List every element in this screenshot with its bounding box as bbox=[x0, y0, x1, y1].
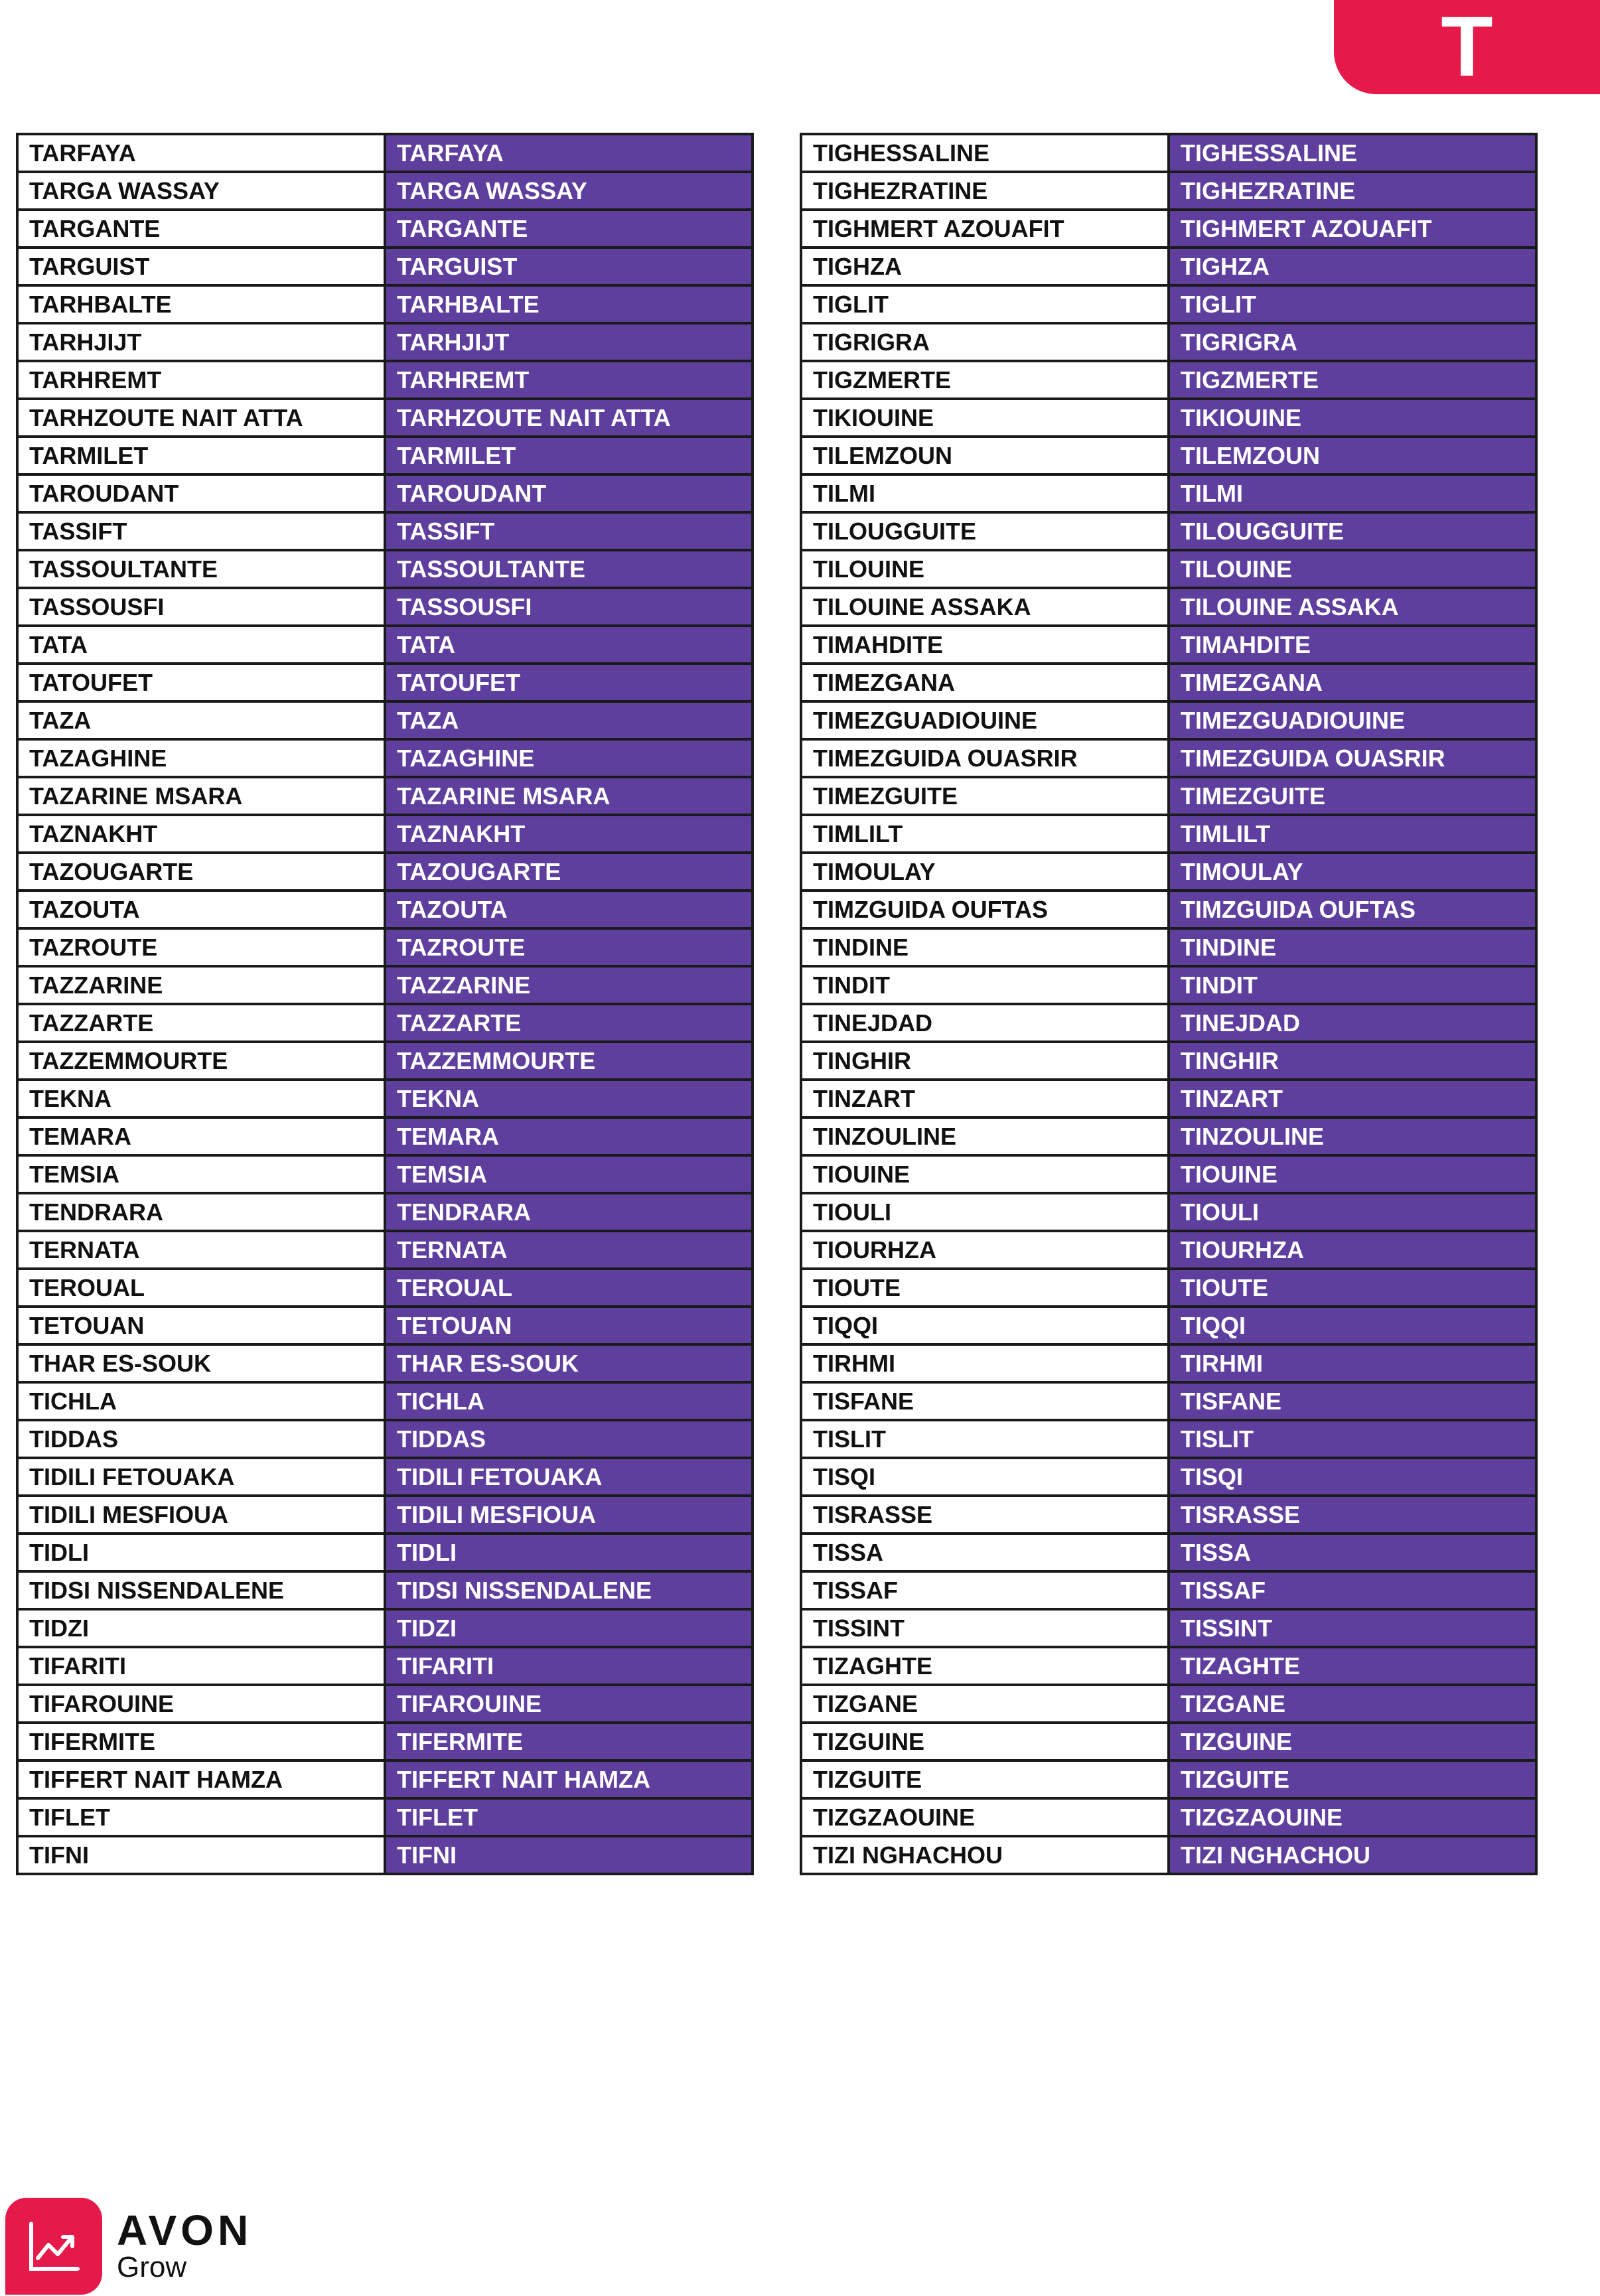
table-row bbox=[801, 361, 1536, 399]
place-name-cell: TAZZARTE bbox=[17, 1004, 385, 1042]
place-name-highlight-cell: TIGZMERTE bbox=[1169, 361, 1536, 399]
table-row bbox=[801, 664, 1536, 701]
place-name-highlight-cell: TIFFERT NAIT HAMZA bbox=[385, 1760, 753, 1798]
place-name-cell: TILOUINE ASSAKA bbox=[801, 588, 1169, 626]
place-name-cell: TENDRARA bbox=[17, 1193, 385, 1231]
table-row bbox=[801, 588, 1536, 626]
place-name-highlight-cell: TIFERMITE bbox=[385, 1723, 753, 1760]
table-row bbox=[801, 285, 1536, 323]
place-name-cell: TIKIOUINE bbox=[801, 399, 1169, 437]
right-name-table bbox=[800, 133, 1538, 1875]
place-name-cell: TERNATA bbox=[17, 1231, 385, 1269]
place-name-cell: TIDSI NISSENDALENE bbox=[17, 1571, 385, 1609]
place-name-highlight-cell: TAZNAKHT bbox=[385, 815, 753, 853]
place-name-cell: TEKNA bbox=[17, 1080, 385, 1117]
place-name-highlight-cell: TATA bbox=[385, 626, 753, 664]
place-name-highlight-cell: TAZOUTA bbox=[385, 891, 753, 928]
place-name-cell: TIMZGUIDA OUFTAS bbox=[801, 891, 1169, 928]
table-row bbox=[801, 134, 1536, 172]
place-name-cell: TIGHZA bbox=[801, 248, 1169, 285]
place-name-cell: TIZGUITE bbox=[801, 1760, 1169, 1798]
table-row bbox=[17, 815, 753, 853]
place-name-cell: TIGLIT bbox=[801, 285, 1169, 323]
table-row bbox=[801, 1042, 1536, 1080]
place-name-cell: TARHJIJT bbox=[17, 323, 385, 361]
table-row bbox=[801, 853, 1536, 891]
place-name-cell: TIMOULAY bbox=[801, 853, 1169, 891]
place-name-cell: TAZA bbox=[17, 701, 385, 739]
table-row bbox=[801, 1307, 1536, 1344]
place-name-highlight-cell: TIDDAS bbox=[385, 1420, 753, 1458]
table-row bbox=[801, 1269, 1536, 1307]
place-name-highlight-cell: TIDZI bbox=[385, 1609, 753, 1647]
table-row bbox=[801, 474, 1536, 512]
table-row bbox=[801, 1382, 1536, 1420]
table-row bbox=[17, 1723, 753, 1760]
place-name-cell: TEMARA bbox=[17, 1117, 385, 1155]
table-row bbox=[17, 1042, 753, 1080]
place-name-cell: TIDILI MESFIOUA bbox=[17, 1496, 385, 1534]
place-name-cell: TIDLI bbox=[17, 1534, 385, 1571]
place-name-cell: TINDINE bbox=[801, 928, 1169, 966]
place-name-highlight-cell: TIMEZGUIDA OUASRIR bbox=[1169, 739, 1536, 777]
table-row bbox=[17, 739, 753, 777]
table-row bbox=[17, 1836, 753, 1874]
table-row bbox=[801, 512, 1536, 550]
table-row bbox=[801, 1798, 1536, 1836]
place-name-cell: TASSOUSFI bbox=[17, 588, 385, 626]
place-name-highlight-cell: TEKNA bbox=[385, 1080, 753, 1117]
place-name-cell: TIGHEZRATINE bbox=[801, 172, 1169, 210]
place-name-highlight-cell: TIMLILT bbox=[1169, 815, 1536, 853]
place-name-highlight-cell: TILOUGGUITE bbox=[1169, 512, 1536, 550]
place-name-highlight-cell: TIGHMERT AZOUAFIT bbox=[1169, 210, 1536, 248]
place-name-cell: TATA bbox=[17, 626, 385, 664]
place-name-highlight-cell: TINZART bbox=[1169, 1080, 1536, 1117]
place-name-highlight-cell: TIDLI bbox=[385, 1534, 753, 1571]
table-row bbox=[17, 210, 753, 248]
place-name-cell: TARHBALTE bbox=[17, 285, 385, 323]
place-name-cell: TISQI bbox=[801, 1458, 1169, 1496]
table-row bbox=[801, 1117, 1536, 1155]
table-row bbox=[801, 1420, 1536, 1458]
place-name-cell: TINZART bbox=[801, 1080, 1169, 1117]
place-name-highlight-cell: TINDINE bbox=[1169, 928, 1536, 966]
table-row bbox=[17, 1382, 753, 1420]
place-name-highlight-cell: TILOUINE ASSAKA bbox=[1169, 588, 1536, 626]
growth-chart-icon bbox=[5, 2198, 102, 2295]
place-name-highlight-cell: TIMZGUIDA OUFTAS bbox=[1169, 891, 1536, 928]
left-name-table bbox=[16, 133, 754, 1875]
place-name-cell: TEMSIA bbox=[17, 1155, 385, 1193]
place-name-highlight-cell: TIKIOUINE bbox=[1169, 399, 1536, 437]
place-name-highlight-cell: TISFANE bbox=[1169, 1382, 1536, 1420]
table-row bbox=[801, 1760, 1536, 1798]
table-row bbox=[801, 739, 1536, 777]
table-row bbox=[801, 626, 1536, 664]
table-row bbox=[801, 815, 1536, 853]
place-name-cell: TIMAHDITE bbox=[801, 626, 1169, 664]
place-name-cell: TINDIT bbox=[801, 966, 1169, 1004]
place-name-highlight-cell: TIMAHDITE bbox=[1169, 626, 1536, 664]
place-name-highlight-cell: TENDRARA bbox=[385, 1193, 753, 1231]
place-name-cell: TIGHMERT AZOUAFIT bbox=[801, 210, 1169, 248]
place-name-cell: TIZAGHTE bbox=[801, 1647, 1169, 1685]
place-name-highlight-cell: TINEJDAD bbox=[1169, 1004, 1536, 1042]
table-row bbox=[17, 474, 753, 512]
logo-subtitle: Grow bbox=[117, 2250, 187, 2283]
table-row bbox=[17, 1420, 753, 1458]
place-name-highlight-cell: TIOUINE bbox=[1169, 1155, 1536, 1193]
place-name-cell: TARFAYA bbox=[17, 134, 385, 172]
table-row bbox=[17, 1458, 753, 1496]
place-name-highlight-cell: TEMARA bbox=[385, 1117, 753, 1155]
place-name-highlight-cell: TAZROUTE bbox=[385, 928, 753, 966]
place-name-highlight-cell: TERNATA bbox=[385, 1231, 753, 1269]
table-row bbox=[17, 853, 753, 891]
place-name-cell: TIOULI bbox=[801, 1193, 1169, 1231]
place-name-cell: TIDILI FETOUAKA bbox=[17, 1458, 385, 1496]
place-name-cell: TETOUAN bbox=[17, 1307, 385, 1344]
place-name-highlight-cell: TILOUINE bbox=[1169, 550, 1536, 588]
place-name-highlight-cell: TIDILI FETOUAKA bbox=[385, 1458, 753, 1496]
place-name-cell: TAZROUTE bbox=[17, 928, 385, 966]
place-name-cell: TISFANE bbox=[801, 1382, 1169, 1420]
place-name-highlight-cell: TEROUAL bbox=[385, 1269, 753, 1307]
table-row bbox=[801, 1004, 1536, 1042]
place-name-cell: TARGANTE bbox=[17, 210, 385, 248]
place-name-cell: TIFNI bbox=[17, 1836, 385, 1874]
table-row bbox=[17, 248, 753, 285]
place-name-highlight-cell: TISLIT bbox=[1169, 1420, 1536, 1458]
place-name-highlight-cell: TILMI bbox=[1169, 474, 1536, 512]
place-name-cell: TIFARITI bbox=[17, 1647, 385, 1685]
place-name-cell: TISSAF bbox=[801, 1571, 1169, 1609]
place-name-highlight-cell: TIZAGHTE bbox=[1169, 1647, 1536, 1685]
place-name-cell: TIZI NGHACHOU bbox=[801, 1836, 1169, 1874]
place-name-highlight-cell: TARGA WASSAY bbox=[385, 172, 753, 210]
avon-grow-logo bbox=[5, 2196, 252, 2296]
table-row bbox=[17, 1117, 753, 1155]
place-name-highlight-cell: TIOULI bbox=[1169, 1193, 1536, 1231]
place-name-cell: TATOUFET bbox=[17, 664, 385, 701]
table-row bbox=[17, 1496, 753, 1534]
place-name-highlight-cell: TINDIT bbox=[1169, 966, 1536, 1004]
place-name-highlight-cell: TIMEZGANA bbox=[1169, 664, 1536, 701]
place-name-cell: TIQQI bbox=[801, 1307, 1169, 1344]
table-row bbox=[17, 1307, 753, 1344]
place-name-highlight-cell: TARGUIST bbox=[385, 248, 753, 285]
table-row bbox=[17, 512, 753, 550]
place-name-cell: TIMEZGUADIOUINE bbox=[801, 701, 1169, 739]
place-name-cell: TISSINT bbox=[801, 1609, 1169, 1647]
place-name-highlight-cell: TARHBALTE bbox=[385, 285, 753, 323]
place-name-cell: TARHZOUTE NAIT ATTA bbox=[17, 399, 385, 437]
place-name-highlight-cell: TATOUFET bbox=[385, 664, 753, 701]
table-row bbox=[17, 1571, 753, 1609]
place-name-cell: TIFLET bbox=[17, 1798, 385, 1836]
place-name-highlight-cell: TIOUTE bbox=[1169, 1269, 1536, 1307]
table-row bbox=[801, 1685, 1536, 1723]
place-name-cell: TICHLA bbox=[17, 1382, 385, 1420]
place-name-highlight-cell: TIMEZGUITE bbox=[1169, 777, 1536, 815]
table-row bbox=[17, 777, 753, 815]
table-row bbox=[801, 172, 1536, 210]
place-name-cell: TARHREMT bbox=[17, 361, 385, 399]
place-name-highlight-cell: TISSA bbox=[1169, 1534, 1536, 1571]
place-name-highlight-cell: TIZGANE bbox=[1169, 1685, 1536, 1723]
table-row bbox=[801, 248, 1536, 285]
table-row bbox=[17, 1534, 753, 1571]
letter-tab bbox=[1334, 0, 1600, 94]
table-row bbox=[17, 134, 753, 172]
place-name-highlight-cell: TAROUDANT bbox=[385, 474, 753, 512]
table-row bbox=[801, 550, 1536, 588]
table-row bbox=[801, 928, 1536, 966]
place-name-cell: TINEJDAD bbox=[801, 1004, 1169, 1042]
place-name-cell: TIFAROUINE bbox=[17, 1685, 385, 1723]
place-name-cell: TIMLILT bbox=[801, 815, 1169, 853]
place-name-highlight-cell: THAR ES-SOUK bbox=[385, 1344, 753, 1382]
table-row bbox=[17, 361, 753, 399]
place-name-highlight-cell: TETOUAN bbox=[385, 1307, 753, 1344]
place-name-cell: TIZGUINE bbox=[801, 1723, 1169, 1760]
table-row bbox=[801, 891, 1536, 928]
table-row bbox=[801, 399, 1536, 437]
table-row bbox=[801, 1344, 1536, 1382]
place-name-highlight-cell: TEMSIA bbox=[385, 1155, 753, 1193]
place-name-highlight-cell: TARHREMT bbox=[385, 361, 753, 399]
table-row bbox=[17, 928, 753, 966]
place-name-highlight-cell: TASSIFT bbox=[385, 512, 753, 550]
place-name-cell: TAZOUGARTE bbox=[17, 853, 385, 891]
place-name-highlight-cell: TIFLET bbox=[385, 1798, 753, 1836]
place-name-highlight-cell: TIZGUITE bbox=[1169, 1760, 1536, 1798]
table-row bbox=[801, 1496, 1536, 1534]
table-row bbox=[17, 891, 753, 928]
table-row bbox=[801, 1458, 1536, 1496]
table-row bbox=[17, 1609, 753, 1647]
table-row bbox=[801, 1080, 1536, 1117]
place-name-highlight-cell: TAZZARTE bbox=[385, 1004, 753, 1042]
table-row bbox=[17, 1269, 753, 1307]
table-row bbox=[17, 1647, 753, 1685]
place-name-highlight-cell: TAZOUGARTE bbox=[385, 853, 753, 891]
table-row bbox=[17, 1193, 753, 1231]
place-name-highlight-cell: TIGHEZRATINE bbox=[1169, 172, 1536, 210]
table-row bbox=[17, 550, 753, 588]
place-name-cell: TIOUINE bbox=[801, 1155, 1169, 1193]
place-name-cell: TIOURHZA bbox=[801, 1231, 1169, 1269]
place-name-cell: TISSA bbox=[801, 1534, 1169, 1571]
table-row bbox=[17, 701, 753, 739]
table-row bbox=[17, 437, 753, 474]
place-name-highlight-cell: TARHJIJT bbox=[385, 323, 753, 361]
place-name-highlight-cell: TARGANTE bbox=[385, 210, 753, 248]
table-row bbox=[17, 172, 753, 210]
place-name-highlight-cell: TASSOUSFI bbox=[385, 588, 753, 626]
place-name-cell: TARGA WASSAY bbox=[17, 172, 385, 210]
place-name-cell: TIGZMERTE bbox=[801, 361, 1169, 399]
place-name-highlight-cell: TIZGUINE bbox=[1169, 1723, 1536, 1760]
place-name-cell: TIGRIGRA bbox=[801, 323, 1169, 361]
place-name-cell: TARGUIST bbox=[17, 248, 385, 285]
place-name-cell: TASSOULTANTE bbox=[17, 550, 385, 588]
place-name-cell: TAZAGHINE bbox=[17, 739, 385, 777]
table-row bbox=[801, 1647, 1536, 1685]
place-name-cell: TIFFERT NAIT HAMZA bbox=[17, 1760, 385, 1798]
table-row bbox=[801, 777, 1536, 815]
place-name-highlight-cell: TIGRIGRA bbox=[1169, 323, 1536, 361]
table-row bbox=[17, 399, 753, 437]
place-name-cell: TINGHIR bbox=[801, 1042, 1169, 1080]
table-row bbox=[17, 966, 753, 1004]
table-row bbox=[801, 1155, 1536, 1193]
place-name-cell: TIOUTE bbox=[801, 1269, 1169, 1307]
place-name-highlight-cell: TISSAF bbox=[1169, 1571, 1536, 1609]
table-row bbox=[17, 285, 753, 323]
table-row bbox=[801, 323, 1536, 361]
table-row bbox=[801, 1723, 1536, 1760]
place-name-cell: TAZZARINE bbox=[17, 966, 385, 1004]
table-row bbox=[17, 1760, 753, 1798]
place-name-cell: TEROUAL bbox=[17, 1269, 385, 1307]
place-name-highlight-cell: TINZOULINE bbox=[1169, 1117, 1536, 1155]
table-row bbox=[17, 1155, 753, 1193]
table-row bbox=[801, 1609, 1536, 1647]
place-name-highlight-cell: TIZI NGHACHOU bbox=[1169, 1836, 1536, 1874]
place-name-highlight-cell: TARFAYA bbox=[385, 134, 753, 172]
table-row bbox=[801, 1836, 1536, 1874]
place-name-highlight-cell: TAZZEMMOURTE bbox=[385, 1042, 753, 1080]
place-name-cell: TIMEZGUIDA OUASRIR bbox=[801, 739, 1169, 777]
place-name-highlight-cell: TIOURHZA bbox=[1169, 1231, 1536, 1269]
place-name-cell: TILOUGGUITE bbox=[801, 512, 1169, 550]
place-name-cell: TIMEZGANA bbox=[801, 664, 1169, 701]
place-name-highlight-cell: TIZGZAOUINE bbox=[1169, 1798, 1536, 1836]
table-row bbox=[801, 1534, 1536, 1571]
place-name-highlight-cell: TIMOULAY bbox=[1169, 853, 1536, 891]
table-row bbox=[17, 626, 753, 664]
place-name-highlight-cell: TIMEZGUADIOUINE bbox=[1169, 701, 1536, 739]
place-name-highlight-cell: TIGHZA bbox=[1169, 248, 1536, 285]
table-row bbox=[801, 437, 1536, 474]
table-row bbox=[17, 323, 753, 361]
place-name-cell: TINZOULINE bbox=[801, 1117, 1169, 1155]
table-row bbox=[801, 1571, 1536, 1609]
place-name-cell: TIMEZGUITE bbox=[801, 777, 1169, 815]
table-row bbox=[17, 1080, 753, 1117]
place-name-cell: TIZGANE bbox=[801, 1685, 1169, 1723]
place-name-highlight-cell: TIFAROUINE bbox=[385, 1685, 753, 1723]
table-row bbox=[17, 1798, 753, 1836]
place-name-highlight-cell: TINGHIR bbox=[1169, 1042, 1536, 1080]
table-row bbox=[801, 966, 1536, 1004]
place-name-cell: TILOUINE bbox=[801, 550, 1169, 588]
place-name-highlight-cell: TARHZOUTE NAIT ATTA bbox=[385, 399, 753, 437]
place-name-cell: TASSIFT bbox=[17, 512, 385, 550]
place-name-cell: TAZZEMMOURTE bbox=[17, 1042, 385, 1080]
place-name-cell: THAR ES-SOUK bbox=[17, 1344, 385, 1382]
place-name-cell: TIZGZAOUINE bbox=[801, 1798, 1169, 1836]
place-name-cell: TAROUDANT bbox=[17, 474, 385, 512]
place-name-highlight-cell: TIGHESSALINE bbox=[1169, 134, 1536, 172]
place-name-cell: TAZOUTA bbox=[17, 891, 385, 928]
place-name-cell: TISRASSE bbox=[801, 1496, 1169, 1534]
table-row bbox=[801, 1231, 1536, 1269]
place-name-highlight-cell: TAZARINE MSARA bbox=[385, 777, 753, 815]
section-letter: T bbox=[1441, 0, 1493, 94]
place-name-highlight-cell: TISQI bbox=[1169, 1458, 1536, 1496]
place-name-cell: TISLIT bbox=[801, 1420, 1169, 1458]
table-row bbox=[17, 1685, 753, 1723]
table-row bbox=[17, 664, 753, 701]
place-name-highlight-cell: TIRHMI bbox=[1169, 1344, 1536, 1382]
place-name-cell: TIDZI bbox=[17, 1609, 385, 1647]
place-name-highlight-cell: TILEMZOUN bbox=[1169, 437, 1536, 474]
place-name-highlight-cell: TICHLA bbox=[385, 1382, 753, 1420]
place-name-cell: TILEMZOUN bbox=[801, 437, 1169, 474]
place-name-cell: TIGHESSALINE bbox=[801, 134, 1169, 172]
place-name-highlight-cell: TISRASSE bbox=[1169, 1496, 1536, 1534]
table-row bbox=[17, 588, 753, 626]
logo-brand: AVON bbox=[117, 2206, 253, 2254]
table-row bbox=[17, 1344, 753, 1382]
table-row bbox=[801, 701, 1536, 739]
table-row bbox=[801, 210, 1536, 248]
place-name-highlight-cell: TARMILET bbox=[385, 437, 753, 474]
place-name-cell: TAZNAKHT bbox=[17, 815, 385, 853]
place-name-highlight-cell: TIFNI bbox=[385, 1836, 753, 1874]
place-name-cell: TARMILET bbox=[17, 437, 385, 474]
place-name-highlight-cell: TIFARITI bbox=[385, 1647, 753, 1685]
place-name-highlight-cell: TISSINT bbox=[1169, 1609, 1536, 1647]
place-name-highlight-cell: TASSOULTANTE bbox=[385, 550, 753, 588]
place-name-highlight-cell: TIQQI bbox=[1169, 1307, 1536, 1344]
place-name-cell: TIFERMITE bbox=[17, 1723, 385, 1760]
place-name-highlight-cell: TIDILI MESFIOUA bbox=[385, 1496, 753, 1534]
place-name-highlight-cell: TIDSI NISSENDALENE bbox=[385, 1571, 753, 1609]
table-row bbox=[17, 1231, 753, 1269]
place-name-cell: TIDDAS bbox=[17, 1420, 385, 1458]
place-name-highlight-cell: TAZA bbox=[385, 701, 753, 739]
place-name-highlight-cell: TAZAGHINE bbox=[385, 739, 753, 777]
table-row bbox=[17, 1004, 753, 1042]
place-name-highlight-cell: TAZZARINE bbox=[385, 966, 753, 1004]
table-row bbox=[801, 1193, 1536, 1231]
place-name-cell: TIRHMI bbox=[801, 1344, 1169, 1382]
place-name-cell: TAZARINE MSARA bbox=[17, 777, 385, 815]
place-name-highlight-cell: TIGLIT bbox=[1169, 285, 1536, 323]
place-name-cell: TILMI bbox=[801, 474, 1169, 512]
